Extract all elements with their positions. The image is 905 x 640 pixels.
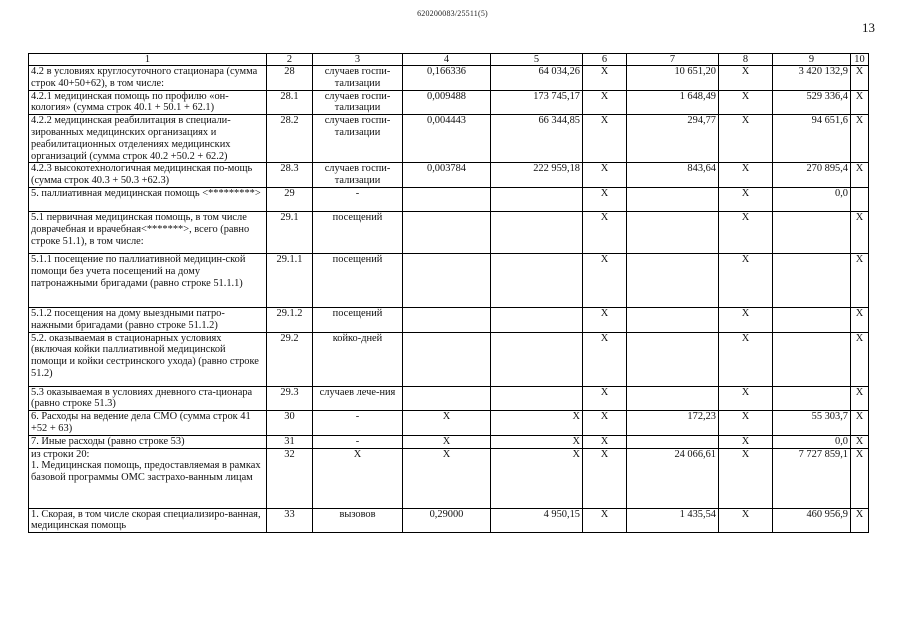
table-cell-col-3: - — [313, 435, 403, 448]
table-cell-col-6: X — [583, 332, 627, 386]
table-cell-col-2: 28.2 — [267, 115, 313, 163]
table-cell-col-2: 29 — [267, 187, 313, 211]
table-cell-col-10: X — [851, 253, 869, 307]
table-cell-col-4: 0,004443 — [403, 115, 491, 163]
table-cell-col-4 — [403, 253, 491, 307]
table-cell-col-6: X — [583, 435, 627, 448]
table-cell-col-5: 222 959,18 — [491, 163, 583, 188]
table-cell-col-6: X — [583, 187, 627, 211]
table-cell-col-8: X — [719, 66, 773, 91]
table-cell-col-7: 10 651,20 — [627, 66, 719, 91]
table-cell-col-3: вызовов — [313, 508, 403, 533]
table-cell-col-1: 4.2.3 высокотехнологичная медицинская по-мощь (сумма строк 40.3 + 50.3 +62.3) — [29, 163, 267, 188]
table-cell-col-5 — [491, 211, 583, 253]
table-cell-col-4: 0,166336 — [403, 66, 491, 91]
table-cell-col-6: X — [583, 90, 627, 115]
table-cell-col-6: X — [583, 253, 627, 307]
table-cell-col-6: X — [583, 411, 627, 436]
table-cell-col-1: 4.2.2 медицинская реабилитация в специали-зированных медицинских организациях и реабилитационных отделениях медицинских организаций (сумма строк 40.2 +50.2 + 62.2) — [29, 115, 267, 163]
table-cell-col-5: X — [491, 448, 583, 508]
data-table — [28, 53, 869, 533]
table-row — [29, 187, 869, 211]
table-cell-col-9: 3 420 132,9 — [773, 66, 851, 91]
table-cell-col-8: X — [719, 448, 773, 508]
table-cell-col-7 — [627, 253, 719, 307]
table-cell-col-2: 29.1 — [267, 211, 313, 253]
table-row — [29, 307, 869, 332]
table-cell-col-2: 29.2 — [267, 332, 313, 386]
column-header-8: 8 — [719, 54, 773, 66]
table-cell-col-9: 460 956,9 — [773, 508, 851, 533]
column-header-4: 4 — [403, 54, 491, 66]
table-cell-col-4: X — [403, 411, 491, 436]
table-cell-col-5: 66 344,85 — [491, 115, 583, 163]
table-cell-col-7 — [627, 307, 719, 332]
table-cell-col-8: X — [719, 253, 773, 307]
table-row — [29, 386, 869, 411]
table-cell-col-7: 294,77 — [627, 115, 719, 163]
table-cell-col-1: 4.2.1 медицинская помощь по профилю «он-кология» (сумма строк 40.1 + 50.1 + 62.1) — [29, 90, 267, 115]
table-cell-col-1: 5. паллиативная медицинская помощь <*********> — [29, 187, 267, 211]
table-cell-col-6: X — [583, 448, 627, 508]
table-cell-col-4 — [403, 307, 491, 332]
table-cell-col-1: 1. Скорая, в том числе скорая специализиро-ванная, медицинская помощь — [29, 508, 267, 533]
table-cell-col-10: X — [851, 386, 869, 411]
table-cell-col-7: 24 066,61 — [627, 448, 719, 508]
table-cell-col-6: X — [583, 211, 627, 253]
table-cell-col-6: X — [583, 307, 627, 332]
table-cell-col-7 — [627, 332, 719, 386]
table-cell-col-4: X — [403, 448, 491, 508]
table-row — [29, 90, 869, 115]
table-cell-col-10: X — [851, 115, 869, 163]
table-cell-col-5: 64 034,26 — [491, 66, 583, 91]
table-cell-col-8: X — [719, 332, 773, 386]
column-header-5: 5 — [491, 54, 583, 66]
table-row — [29, 332, 869, 386]
table-cell-col-1: 7. Иные расходы (равно строке 53) — [29, 435, 267, 448]
table-cell-col-2: 33 — [267, 508, 313, 533]
column-header-7: 7 — [627, 54, 719, 66]
table-cell-col-9 — [773, 253, 851, 307]
table-cell-col-8: X — [719, 411, 773, 436]
table-cell-col-1: 5.1.2 посещения на дому выездными патро-нажными бригадами (равно строке 51.1.2) — [29, 307, 267, 332]
table-cell-col-3: посещений — [313, 307, 403, 332]
table-cell-col-8: X — [719, 187, 773, 211]
table-cell-col-4: X — [403, 435, 491, 448]
table-cell-col-10: X — [851, 307, 869, 332]
table-cell-col-9: 270 895,4 — [773, 163, 851, 188]
table-cell-col-3: случаев лече-ния — [313, 386, 403, 411]
table-cell-col-1: 6. Расходы на ведение дела СМО (сумма строк 41 +52 + 63) — [29, 411, 267, 436]
table-header-row — [29, 54, 869, 66]
table-cell-col-2: 32 — [267, 448, 313, 508]
table-cell-col-7 — [627, 187, 719, 211]
column-header-1: 1 — [29, 54, 267, 66]
table-cell-col-5 — [491, 386, 583, 411]
table-cell-col-3: случаев госпи-тализации — [313, 66, 403, 91]
table-cell-col-9: 529 336,4 — [773, 90, 851, 115]
table-row — [29, 253, 869, 307]
table-cell-col-9 — [773, 307, 851, 332]
table-cell-col-6: X — [583, 163, 627, 188]
table-cell-col-10: X — [851, 508, 869, 533]
table-cell-col-4 — [403, 332, 491, 386]
table-cell-col-3: койко-дней — [313, 332, 403, 386]
table-cell-col-9: 7 727 859,1 — [773, 448, 851, 508]
table-cell-col-9 — [773, 332, 851, 386]
table-cell-col-3: посещений — [313, 253, 403, 307]
table-cell-col-9 — [773, 211, 851, 253]
table-row — [29, 508, 869, 533]
table-cell-col-7 — [627, 435, 719, 448]
table-cell-col-3: - — [313, 187, 403, 211]
table-cell-col-9: 0,0 — [773, 435, 851, 448]
table-cell-col-8: X — [719, 386, 773, 411]
table-cell-col-1: 4.2 в условиях круглосуточного стационара (сумма строк 40+50+62), в том числе: — [29, 66, 267, 91]
table-cell-col-4 — [403, 187, 491, 211]
table-cell-col-3: X — [313, 448, 403, 508]
table-cell-col-10: X — [851, 66, 869, 91]
table-row — [29, 411, 869, 436]
table-cell-col-2: 28.1 — [267, 90, 313, 115]
table-cell-col-5 — [491, 253, 583, 307]
table-cell-col-5 — [491, 307, 583, 332]
table-cell-col-9: 94 651,6 — [773, 115, 851, 163]
table-cell-col-8: X — [719, 435, 773, 448]
table-cell-col-3: случаев госпи-тализации — [313, 115, 403, 163]
table-cell-col-7: 1 435,54 — [627, 508, 719, 533]
table-cell-col-9: 0,0 — [773, 187, 851, 211]
table-cell-col-1: 5.3 оказываемая в условиях дневного ста-ционара (равно строке 51.3) — [29, 386, 267, 411]
table-cell-col-3: - — [313, 411, 403, 436]
table-cell-col-8: X — [719, 211, 773, 253]
table-cell-col-10: X — [851, 332, 869, 386]
table-row — [29, 66, 869, 91]
table-cell-col-1: 5.1 первичная медицинская помощь, в том числе доврачебная и врачебная<*******>, всего (равно строке 51.1), в том числе: — [29, 211, 267, 253]
table-cell-col-7: 172,23 — [627, 411, 719, 436]
table-cell-col-5 — [491, 187, 583, 211]
table-row — [29, 163, 869, 188]
table-cell-col-2: 28 — [267, 66, 313, 91]
table-cell-col-8: X — [719, 508, 773, 533]
table-cell-col-1: из строки 20: 1. Медицинская помощь, предоставляемая в рамках базовой программы ОМС застрахо-ванным лицам — [29, 448, 267, 508]
table-cell-col-3: случаев госпи-тализации — [313, 90, 403, 115]
table-cell-col-6: X — [583, 66, 627, 91]
column-header-9: 9 — [773, 54, 851, 66]
table-cell-col-8: X — [719, 115, 773, 163]
table-cell-col-6: X — [583, 115, 627, 163]
column-header-2: 2 — [267, 54, 313, 66]
table-cell-col-2: 31 — [267, 435, 313, 448]
table-cell-col-5: 173 745,17 — [491, 90, 583, 115]
table-cell-col-4: 0,003784 — [403, 163, 491, 188]
table-cell-col-10: X — [851, 448, 869, 508]
table-cell-col-10: X — [851, 435, 869, 448]
document-id: 620200083/25511(5) — [417, 9, 488, 18]
column-header-6: 6 — [583, 54, 627, 66]
table-cell-col-5: X — [491, 411, 583, 436]
table-cell-col-7: 843,64 — [627, 163, 719, 188]
table-cell-col-2: 29.1.1 — [267, 253, 313, 307]
table-cell-col-10: X — [851, 163, 869, 188]
table-cell-col-8: X — [719, 163, 773, 188]
table-row — [29, 435, 869, 448]
page-number: 13 — [862, 20, 875, 35]
table-cell-col-10: X — [851, 211, 869, 253]
table-cell-col-4 — [403, 211, 491, 253]
table-cell-col-7: 1 648,49 — [627, 90, 719, 115]
table-cell-col-8: X — [719, 90, 773, 115]
table-cell-col-2: 29.1.2 — [267, 307, 313, 332]
table-cell-col-7 — [627, 211, 719, 253]
column-header-10: 10 — [851, 54, 869, 66]
table-row — [29, 448, 869, 508]
table-cell-col-8: X — [719, 307, 773, 332]
table-cell-col-5: X — [491, 435, 583, 448]
table-cell-col-2: 29.3 — [267, 386, 313, 411]
table-cell-col-4: 0,29000 — [403, 508, 491, 533]
table-row — [29, 211, 869, 253]
table-cell-col-1: 5.1.1 посещение по паллиативной медицин-ской помощи без учета посещений на дому патронажными бригадами (равно строке 51.1.1) — [29, 253, 267, 307]
table-cell-col-6: X — [583, 386, 627, 411]
table-cell-col-1: 5.2. оказываемая в стационарных условиях (включая койки паллиативной медицинской помощи и койки сестринского ухода) (равно строке 51.2) — [29, 332, 267, 386]
table-cell-col-3: случаев госпи-тализации — [313, 163, 403, 188]
table-cell-col-2: 30 — [267, 411, 313, 436]
table-cell-col-3: посещений — [313, 211, 403, 253]
table-cell-col-9 — [773, 386, 851, 411]
table-cell-col-4 — [403, 386, 491, 411]
table-cell-col-7 — [627, 386, 719, 411]
table-row — [29, 115, 869, 163]
table-cell-col-9: 55 303,7 — [773, 411, 851, 436]
column-header-3: 3 — [313, 54, 403, 66]
table-cell-col-10 — [851, 187, 869, 211]
table-cell-col-5 — [491, 332, 583, 386]
table-body — [29, 54, 869, 533]
table-cell-col-2: 28.3 — [267, 163, 313, 188]
table-cell-col-10: X — [851, 90, 869, 115]
table-cell-col-10: X — [851, 411, 869, 436]
table-cell-col-4: 0,009488 — [403, 90, 491, 115]
table-cell-col-6: X — [583, 508, 627, 533]
table-cell-col-5: 4 950,15 — [491, 508, 583, 533]
